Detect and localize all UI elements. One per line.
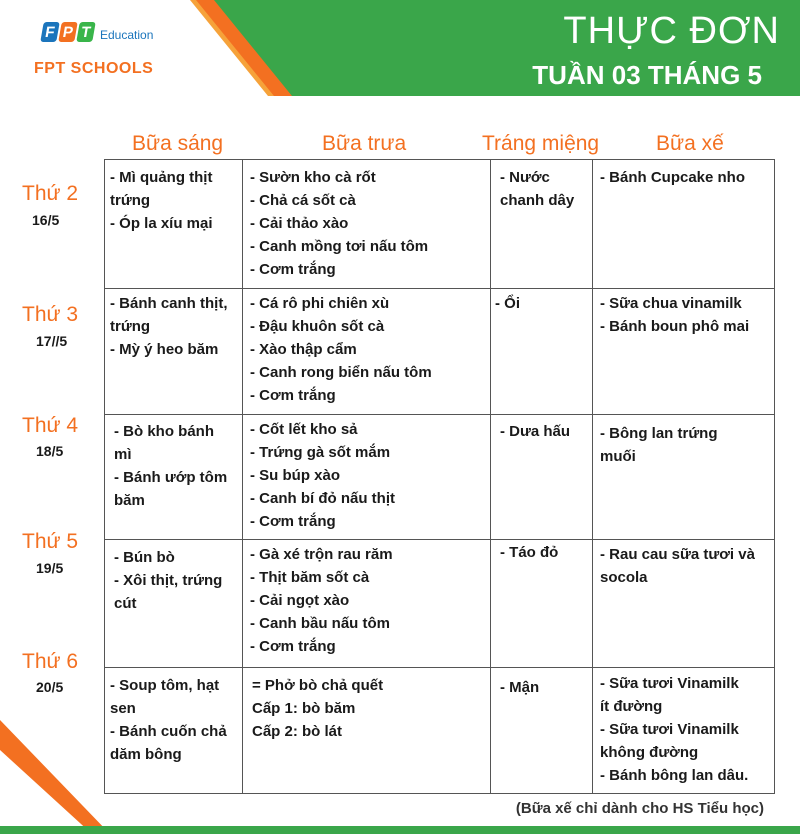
cell-lunch — [250, 292, 432, 407]
menu-line: sen — [110, 700, 136, 717]
menu-line: - Cơm trắng — [250, 513, 336, 530]
menu-line: - Bò kho bánh — [114, 423, 214, 440]
menu-line: - Bánh bông lan dâu. — [600, 767, 749, 784]
menu-line: - Trứng gà sốt mắm — [250, 444, 391, 461]
cell-lunch — [250, 418, 395, 533]
menu-line: mì — [114, 446, 132, 463]
cell-breakfast — [110, 674, 227, 766]
page-subtitle: TUẦN 03 THÁNG 5 — [532, 60, 762, 90]
menu-line: - Mì quảng thịt — [110, 169, 213, 186]
menu-line: Cấp 2: bò lát — [252, 723, 343, 740]
menu-line: Cấp 1: bò băm — [252, 700, 356, 717]
menu-line: - Cá rô phi chiên xù — [250, 295, 390, 312]
menu-line: - Bánh boun phô mai — [600, 318, 750, 335]
cell-dessert — [495, 292, 520, 315]
menu-line: - Bún bò — [114, 549, 175, 566]
menu-line: - Dưa hấu — [500, 423, 571, 440]
menu-line: chanh dây — [500, 192, 575, 209]
day-label: Thứ 2 — [22, 182, 79, 205]
menu-line: - Su búp xào — [250, 467, 340, 484]
menu-line: không đường — [600, 744, 699, 761]
menu-line: - Nước — [500, 169, 550, 186]
cell-breakfast — [114, 546, 222, 615]
page-title: THỰC ĐƠN — [563, 10, 780, 52]
cell-dessert — [500, 420, 570, 443]
menu-line: - Óp la xíu mại — [110, 215, 213, 232]
cell-breakfast — [110, 292, 228, 361]
day-date: 16/5 — [32, 212, 60, 228]
column-header-dessert: Tráng miệng — [482, 132, 600, 155]
menu-line: = Phở bò chả quết — [252, 677, 384, 694]
table-border — [104, 159, 105, 794]
menu-line: trứng — [110, 192, 151, 209]
menu-line: - Bánh ướp tôm — [114, 469, 228, 486]
table-border — [104, 159, 774, 160]
table-border — [104, 414, 774, 415]
menu-line: dăm bông — [110, 746, 182, 763]
column-header-lunch: Bữa trưa — [322, 132, 407, 155]
cell-dessert — [500, 676, 539, 699]
menu-line: - Bánh cuốn chả — [110, 723, 227, 740]
menu-line: - Chả cá sốt cà — [250, 192, 356, 209]
cell-breakfast — [114, 420, 227, 512]
menu-line: - Canh bầu nấu tôm — [250, 615, 390, 632]
cell-breakfast — [110, 166, 213, 235]
menu-line: - Canh rong biển nấu tôm — [250, 364, 432, 381]
menu-line: - Sữa chua vinamilk — [600, 295, 742, 312]
cell-snack — [600, 543, 755, 589]
cell-lunch — [252, 674, 383, 743]
footnote: (Bữa xế chỉ dành cho HS Tiểu học) — [515, 800, 764, 817]
column-header-breakfast: Bữa sáng — [132, 132, 224, 155]
cell-snack — [600, 166, 745, 189]
menu-line: - Canh bí đỏ nấu thịt — [250, 490, 395, 507]
menu-line: muối — [600, 448, 636, 465]
menu-line: - Rau cau sữa tươi và — [600, 546, 755, 563]
table-border — [104, 667, 774, 668]
day-date: 19/5 — [36, 560, 64, 576]
menu-line: - Soup tôm, hạt — [110, 677, 220, 694]
menu-line: - Đậu khuôn sốt cà — [250, 318, 385, 335]
logo-education-label: Education — [100, 28, 154, 42]
menu-line: - Bông lan trứng — [600, 425, 718, 442]
menu-line: - Cơm trắng — [250, 261, 336, 278]
cell-snack — [600, 672, 748, 787]
menu-line: - Xào thập cẩm — [250, 341, 357, 358]
menu-line: - Táo đỏ — [500, 544, 559, 561]
menu-line: - Cải ngọt xào — [250, 592, 350, 609]
menu-line: - Sườn kho cà rốt — [250, 169, 376, 186]
menu-line: - Cải thảo xào — [250, 215, 349, 232]
menu-line: - Cốt lết kho sả — [250, 421, 358, 438]
menu-line: trứng — [110, 318, 151, 335]
table-border — [774, 159, 775, 794]
logo-tile-f: F — [40, 22, 60, 42]
menu-line: - Cơm trắng — [250, 638, 336, 655]
menu-line: - Bánh canh thịt, — [110, 295, 228, 312]
fpt-logo — [42, 22, 154, 42]
menu-line: cút — [114, 595, 137, 612]
menu-line: - Mận — [500, 679, 540, 696]
table-border — [104, 793, 774, 794]
cell-snack — [600, 422, 718, 468]
logo-schools-label: FPT SCHOOLS — [34, 60, 154, 77]
day-label: Thứ 5 — [22, 530, 79, 553]
cell-dessert — [500, 166, 574, 212]
day-label: Thứ 3 — [22, 303, 79, 326]
table-border — [242, 159, 243, 794]
corner-graphic — [0, 720, 110, 834]
logo-tile-t: T — [76, 22, 96, 42]
table-border — [490, 159, 491, 794]
table-border — [104, 288, 774, 289]
menu-line: - Cơm trắng — [250, 387, 336, 404]
bottom-bar — [0, 826, 800, 834]
day-date: 18/5 — [36, 443, 64, 459]
menu-line: ít đường — [600, 698, 663, 715]
table-border — [104, 539, 774, 540]
day-label: Thứ 6 — [22, 650, 79, 673]
cell-lunch — [250, 543, 393, 658]
day-date: 20/5 — [36, 679, 64, 695]
menu-line: - Canh mồng tơi nấu tôm — [250, 238, 429, 255]
cell-lunch — [250, 166, 428, 281]
table-border — [592, 159, 593, 794]
day-date: 17//5 — [36, 333, 68, 349]
logo-tile-p: P — [58, 22, 78, 42]
menu-line: - Gà xé trộn rau răm — [250, 546, 393, 563]
menu-line: - Bánh Cupcake nho — [600, 169, 746, 186]
day-label: Thứ 4 — [22, 414, 79, 437]
menu-line: - Thịt băm sốt cà — [250, 569, 370, 586]
menu-line: socola — [600, 569, 648, 586]
menu-line: - Ổi — [495, 295, 520, 312]
column-header-snack: Bữa xế — [656, 132, 724, 155]
menu-line: - Xôi thịt, trứng — [114, 572, 223, 589]
cell-snack — [600, 292, 749, 338]
menu-line: - Mỳ ý heo băm — [110, 341, 219, 358]
menu-line: - Sữa tươi Vinamilk — [600, 675, 739, 692]
menu-line: băm — [114, 492, 145, 509]
cell-dessert — [500, 541, 558, 564]
menu-line: - Sữa tươi Vinamilk — [600, 721, 739, 738]
